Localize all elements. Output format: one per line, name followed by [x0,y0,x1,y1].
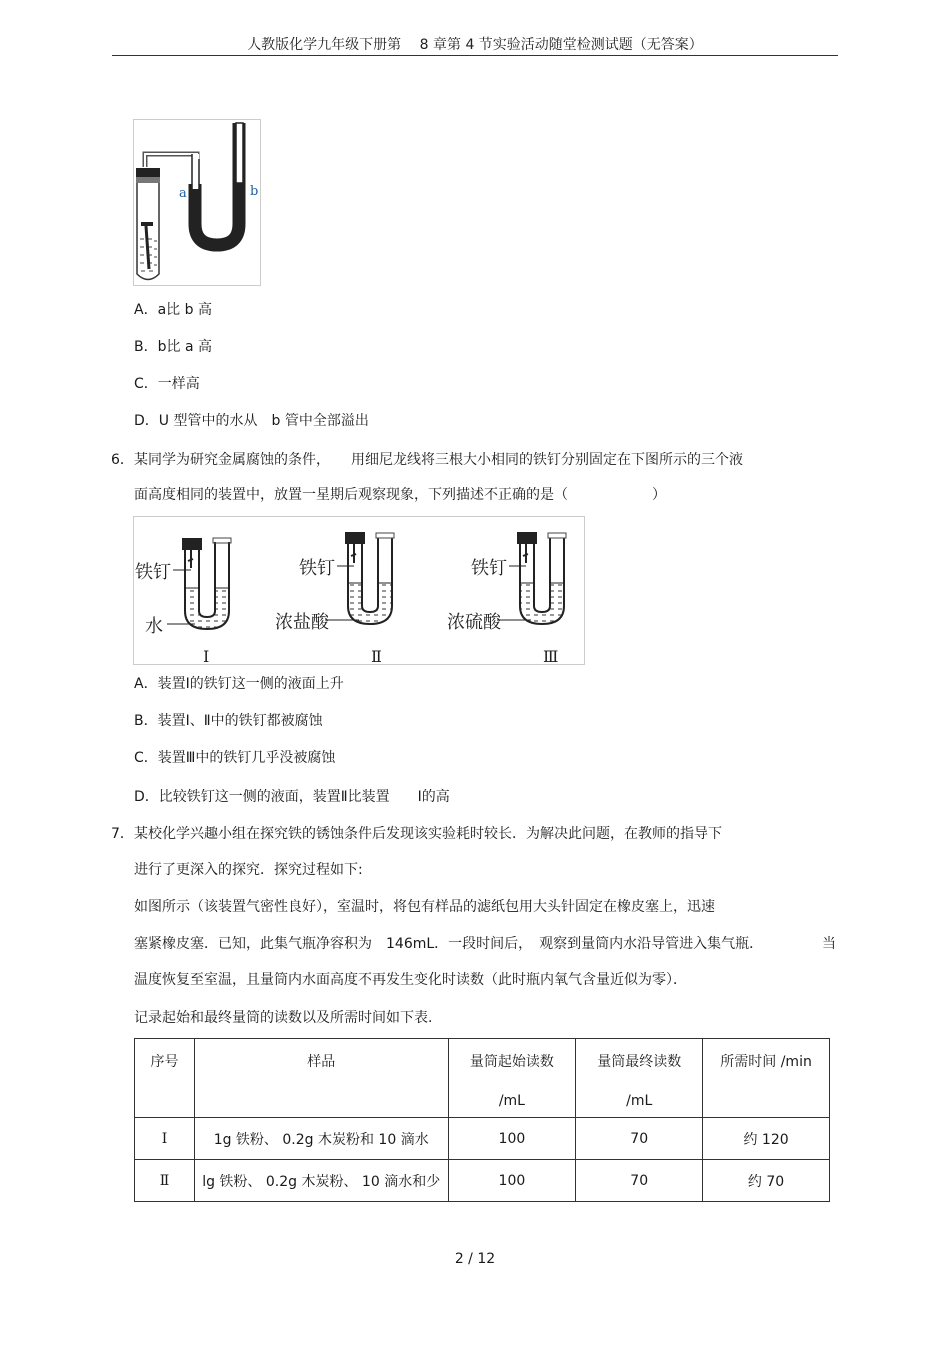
table-row [135,1118,830,1160]
q6-stem-line1: 某同学为研究金属腐蚀的条件， 用细尼龙线将三根大小相同的铁钉分别固定在下图所示的三个液 [134,452,743,468]
cell-start-reading: 100 [448,1160,576,1202]
q6-option-a: A．装置Ⅰ的铁钉这一侧的液面上升 [134,676,344,692]
q6-stem-line2: 面高度相同的装置中，放置一星期后观察现象，下列描述不正确的是（ ） [134,487,666,503]
q5-option-b: B．b比 a 高 [134,339,212,355]
q7-stem-line4: 塞紧橡皮塞．已知，此集气瓶净容积为 146mL．一段时间后， 观察到量筒内水沿导管进入集气瓶． [134,936,764,952]
cell-index: Ⅰ [135,1118,195,1160]
q7-data-table [134,1038,830,1202]
col-header-final-reading: 量筒最终读数 /mL [576,1039,703,1118]
q7-stem-line1: 某校化学兴趣小组在探究铁的锈蚀条件后发现该实验耗时较长．为解决此问题，在教师的指导下 [134,826,722,842]
numeral-2: Ⅱ [371,647,382,666]
q5-option-d: D．U 型管中的水从 b 管中全部溢出 [134,413,369,429]
page-number: 2 / 12 [454,1251,496,1267]
cell-final-reading: 70 [576,1118,703,1160]
col-header-sample: 样品 [194,1039,448,1118]
table-header-row [135,1039,830,1118]
q6-number: 6． [111,452,134,468]
cell-sample: 1g 铁粉、 0.2g 木炭粉和 10 滴水 [194,1118,448,1160]
q7-stem-line6: 记录起始和最终量筒的读数以及所需时间如下表. [134,1010,433,1026]
q6-option-d: D．比较铁钉这一侧的液面，装置Ⅱ比装置 Ⅰ的高 [134,789,450,805]
q5-option-c: C．一样高 [134,376,200,392]
header-divider [112,55,838,56]
nail-label-2: 铁钉 [299,558,335,579]
col-header-index: 序号 [135,1039,195,1118]
q5-option-a: A．a比 b 高 [134,302,212,318]
col-header-time: 所需时间 /min [703,1039,830,1118]
liquid-label-3: 浓硫酸 [447,612,501,633]
q5-apparatus-figure [133,119,261,286]
label-a: a [179,186,187,201]
table-row [135,1160,830,1202]
q7-stem-line2: 进行了更深入的探究．探究过程如下: [134,862,363,878]
cell-final-reading: 70 [576,1160,703,1202]
cell-start-reading: 100 [448,1118,576,1160]
q6-option-b: B．装置Ⅰ、Ⅱ中的铁钉都被腐蚀 [134,713,323,729]
q6-apparatus-figure [133,516,585,666]
cell-index: Ⅱ [135,1160,195,1202]
q7-number: 7． [111,826,134,842]
liquid-label-2: 浓盐酸 [275,612,329,633]
numeral-1: Ⅰ [203,647,210,666]
nail-label-3: 铁钉 [471,558,507,579]
q7-stem-line4-end: 当 [822,936,836,952]
q6-option-c: C．装置Ⅲ中的铁钉几乎没被腐蚀 [134,750,336,766]
cell-time: 约 70 [703,1160,830,1202]
q7-stem-line5: 温度恢复至室温，且量筒内水面高度不再发生变化时读数（此时瓶内氧气含量近似为零）． [134,972,687,988]
nail-label-1: 铁钉 [135,562,171,583]
numeral-3: Ⅲ [543,647,559,666]
page-header: 人教版化学九年级下册第 8 章第 4 节实验活动随堂检测试题（无答案） [247,37,703,53]
cell-sample: lg 铁粉、 0.2g 木炭粉、 10 滴水和少 [194,1160,448,1202]
cell-time: 约 120 [703,1118,830,1160]
liquid-label-1: 水 [145,616,163,637]
q7-stem-line3: 如图所示（该装置气密性良好），室温时，将包有样品的滤纸包用大头针固定在橡皮塞上，迅速 [134,899,715,915]
col-header-start-reading: 量筒起始读数 /mL [448,1039,576,1118]
label-b: b [250,184,259,199]
